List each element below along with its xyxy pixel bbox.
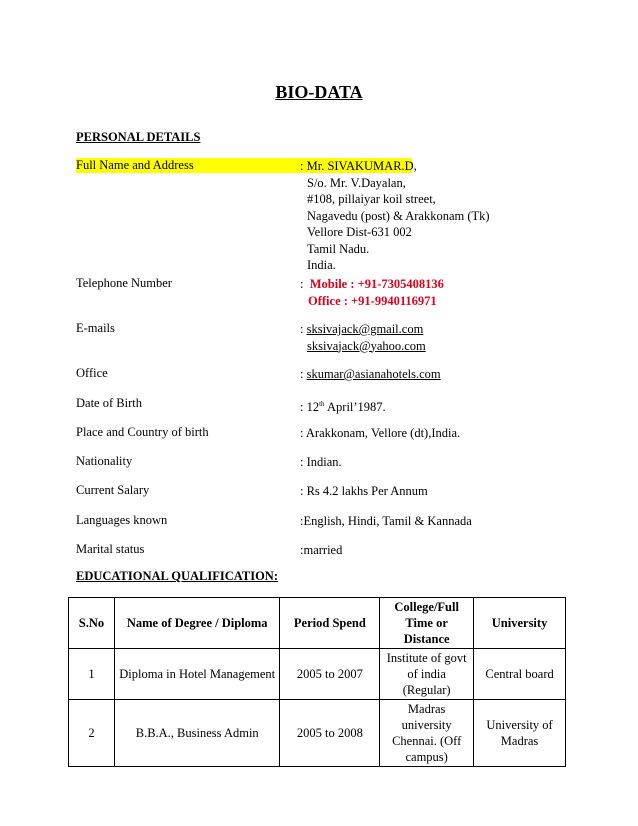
dob-label: Date of Birth (76, 396, 142, 410)
personal-details-heading: PERSONAL DETAILS (76, 130, 201, 144)
place-value: : Arakkonam, Vellore (dt),India. (300, 426, 461, 440)
column-header: University (474, 598, 566, 649)
full-name: Mr. SIVAKUMAR.D, (306, 159, 417, 173)
column-header: S.No (69, 598, 115, 649)
languages-value: :English, Hindi, Tamil & Kannada (300, 514, 472, 528)
name-address-label: Full Name and Address (76, 158, 194, 172)
education-table (68, 597, 566, 767)
mobile-number: Mobile : +91-7305408136 (309, 277, 444, 291)
education-heading: EDUCATIONAL QUALIFICATION: (76, 569, 278, 583)
name-address-value (300, 158, 490, 274)
salary-value: : Rs 4.2 lakhs Per Annum (300, 484, 428, 498)
table-cell: Diploma in Hotel Management (114, 649, 280, 700)
office-number: Office : +91-9940116971 (308, 293, 437, 308)
address-line: Tamil Nadu. (307, 241, 370, 256)
telephone-value: : Mobile : +91-7305408136 Office : +91-9940116971 (300, 277, 444, 308)
table-header-row (69, 598, 566, 649)
address-line: S/o. Mr. V.Dayalan, (307, 175, 406, 190)
table-cell: B.B.A., Business Admin (114, 700, 280, 767)
table-cell: 1 (69, 649, 115, 700)
marital-label: Marital status (76, 542, 145, 556)
table-row (69, 700, 566, 767)
column-header: Name of Degree / Diploma (114, 598, 280, 649)
emails-value: : sksivajack@gmail.com sksivajack@yahoo.com (300, 322, 426, 353)
office-value: : skumar@asianahotels.com (300, 367, 441, 381)
table-cell: Central board (474, 649, 566, 700)
address-line: #108, pillaiyar koil street, (307, 192, 436, 206)
emails-label: E-mails (76, 321, 115, 335)
dob-value: : 12th April’1987. (300, 400, 386, 415)
email-link[interactable]: sksivajack@yahoo.com (307, 338, 426, 353)
nationality-value: : Indian. (300, 455, 342, 469)
column-header: College/Full Time or Distance (380, 598, 474, 649)
office-email-link[interactable]: skumar@asianahotels.com (306, 367, 441, 381)
address-line: Vellore Dist-631 002 (307, 225, 412, 239)
address-line: Nagavedu (post) & Arakkonam (Tk) (307, 208, 490, 223)
telephone-label: Telephone Number (76, 276, 172, 290)
nationality-label: Nationality (76, 454, 133, 468)
table-cell: Madras university Chennai. (Off campus) (380, 700, 474, 767)
table-cell: 2005 to 2007 (280, 649, 380, 700)
page-title: BIO-DATA (275, 82, 363, 102)
marital-value: :married (300, 543, 343, 557)
salary-label: Current Salary (76, 483, 150, 497)
address-line: India. (307, 258, 336, 272)
place-label: Place and Country of birth (76, 425, 209, 439)
email-link[interactable]: sksivajack@gmail.com (306, 322, 424, 336)
table-cell: University of Madras (474, 700, 566, 767)
table-cell: 2005 to 2008 (280, 700, 380, 767)
languages-label: Languages known (76, 513, 168, 527)
name-line-1: : Mr. SIVAKUMAR.D, (300, 159, 417, 173)
table-cell: 2 (69, 700, 115, 767)
table-cell: Institute of govt of india (Regular) (380, 649, 474, 700)
office-label: Office (76, 366, 108, 380)
column-header: Period Spend (280, 598, 380, 649)
table-row (69, 649, 566, 700)
